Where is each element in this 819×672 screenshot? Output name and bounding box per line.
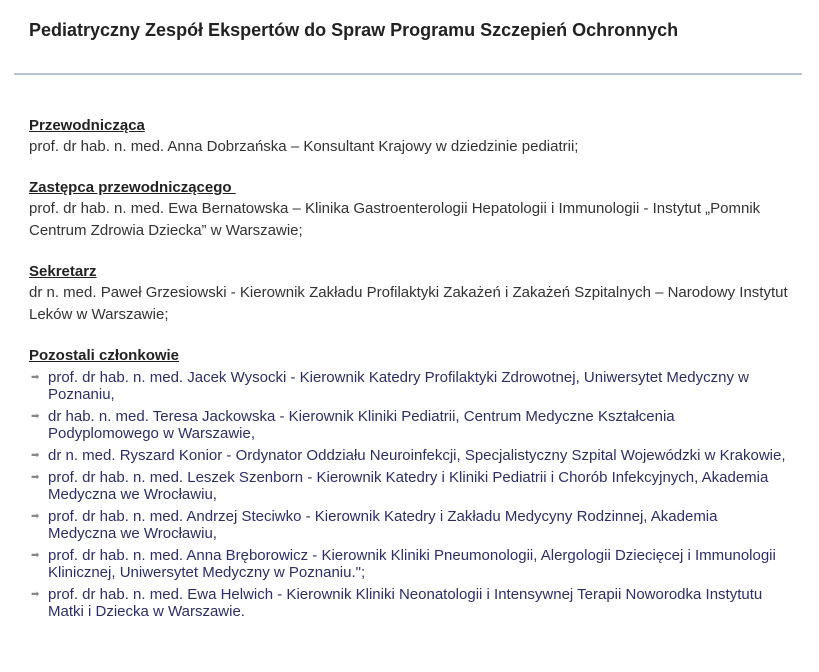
section-text-vice-chair: prof. dr hab. n. med. Ewa Bernatowska – Klinika Gastroenterologii Hepatologii i Immunologii - Instytut „Pomnik Centrum Zdrowia Dziecka” w Warszawie;	[29, 200, 761, 239]
arrow-bullet-icon: ➡	[31, 589, 40, 600]
list-item	[29, 547, 789, 581]
arrow-bullet-icon: ➡	[31, 472, 40, 483]
list-item-text: prof. dr hab. n. med. Ewa Helwich - Kierownik Kliniki Neonatologii i Intensywnej Terapii Noworodka Instytutu Matki i Dziecka w Warszawie.	[48, 586, 763, 620]
list-item	[29, 447, 789, 464]
section-vice-chair	[29, 178, 789, 242]
section-heading-secretary: Sekretarz	[29, 263, 97, 280]
arrow-bullet-icon: ➡	[31, 550, 40, 561]
section-members	[29, 346, 789, 620]
section-heading-vice-chair: Zastępca przewodniczącego	[29, 179, 236, 196]
section-text-chair: prof. dr hab. n. med. Anna Dobrzańska – Konsultant Krajowy w dziedzinie pediatrii;	[29, 138, 579, 155]
list-item	[29, 508, 789, 542]
list-item-text: dr hab. n. med. Teresa Jackowska - Kierownik Kliniki Pediatrii, Centrum Medyczne Kształcenia Podyplomowego w Warszawie,	[48, 408, 675, 442]
list-item	[29, 408, 789, 442]
section-secretary	[29, 262, 789, 326]
list-item	[29, 469, 789, 503]
list-item	[29, 369, 789, 403]
list-item-text: prof. dr hab. n. med. Jacek Wysocki - Kierownik Katedry Profilaktyki Zdrowotnej, Uniwersytet Medyczny w Poznaniu,	[48, 369, 749, 403]
member-list	[29, 369, 789, 620]
list-item-text: prof. dr hab. n. med. Leszek Szenborn - Kierownik Katedry i Kliniki Pediatrii i Chorób Infekcyjnych, Akademia Medyczna we Wrocławiu,	[48, 469, 769, 503]
arrow-bullet-icon: ➡	[31, 411, 40, 422]
list-item-text: prof. dr hab. n. med. Andrzej Steciwko - Kierownik Katedry i Zakładu Medycyny Rodzinnej, Akademia Medyczna we Wrocławiu,	[48, 508, 718, 542]
list-item-text: dr n. med. Ryszard Konior - Ordynator Oddziału Neuroinfekcji, Specjalistyczny Szpital Wojewódzki w Krakowie,	[48, 447, 786, 464]
arrow-bullet-icon: ➡	[31, 372, 40, 383]
section-heading-chair: Przewodnicząca	[29, 117, 145, 134]
list-item-text: prof. dr hab. n. med. Anna Bręborowicz - Kierownik Kliniki Pneumonologii, Alergologii Dziecięcej i Immunologii Klinicznej, Uniwersytet Medyczny w Poznaniu.";	[48, 547, 776, 581]
section-text-secretary: dr n. med. Paweł Grzesiowski - Kierownik Zakładu Profilaktyki Zakażeń i Zakażeń Szpitalnych – Narodowy Instytut Leków w Warszawie;	[29, 284, 788, 323]
section-chair	[29, 116, 789, 158]
title-divider	[14, 73, 802, 75]
arrow-bullet-icon: ➡	[31, 450, 40, 461]
page-title: Pediatryczny Zespół Ekspertów do Spraw Programu Szczepień Ochronnych	[29, 20, 679, 40]
section-heading-members: Pozostali członkowie	[29, 347, 180, 364]
list-item	[29, 586, 789, 620]
arrow-bullet-icon: ➡	[31, 511, 40, 522]
content	[29, 116, 789, 640]
